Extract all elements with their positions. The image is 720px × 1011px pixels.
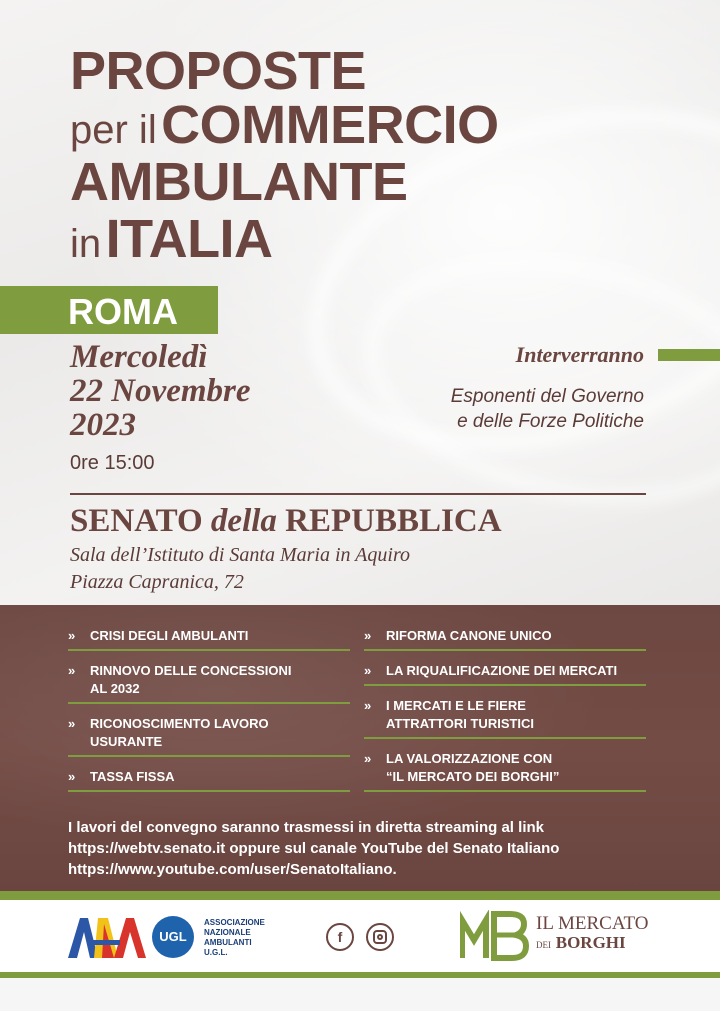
topic-line: LA RIQUALIFICAZIONE DEI MERCATI xyxy=(386,663,618,678)
title-main: ITALIA xyxy=(105,209,273,269)
speakers-line: e delle Forze Politiche xyxy=(457,411,644,432)
event-date xyxy=(70,340,251,442)
venue-name-part: REPUBBLICA xyxy=(285,503,502,539)
title-line-1: PROPOSTE xyxy=(70,41,367,101)
mercato-borghi-name xyxy=(536,914,648,955)
topics-column-left xyxy=(68,623,350,799)
association-line: ASSOCIAZIONE xyxy=(204,918,265,927)
topic-item xyxy=(364,746,646,792)
topic-item xyxy=(364,658,646,686)
event-date-text: 22 Novembre xyxy=(70,373,251,409)
topic-item xyxy=(364,623,646,651)
city-label: ROMA xyxy=(68,291,178,332)
title-line-2 xyxy=(70,95,499,155)
speakers-accent-bar xyxy=(658,349,720,361)
speakers-label: Interverranno xyxy=(515,342,644,367)
ugl-logo: UGL xyxy=(152,916,194,958)
association-line: NAZIONALE xyxy=(204,928,251,937)
mercato-dei: DEI xyxy=(536,940,551,950)
topic-line: RIFORMA CANONE UNICO xyxy=(386,628,552,643)
association-name xyxy=(204,918,265,958)
association-line: AMBULANTI xyxy=(204,938,252,947)
streaming-link-line[interactable]: https://webtv.senato.it oppure sul canale YouTube del Senato Italiano xyxy=(68,840,560,857)
topic-item xyxy=(68,711,350,757)
association-line: U.G.L. xyxy=(204,948,228,957)
event-time: 0re 15:00 xyxy=(70,452,155,474)
footer-accent-bar xyxy=(0,891,720,900)
streaming-line: I lavori del convegno saranno trasmessi in diretta streaming al link xyxy=(68,819,544,836)
topic-line: TASSA FISSA xyxy=(90,769,175,784)
title-prefix: per il xyxy=(70,108,157,152)
title-line-4 xyxy=(70,209,273,269)
bullet: » xyxy=(68,663,76,678)
streaming-info xyxy=(68,817,668,880)
mercato-borghi-logo xyxy=(460,910,532,962)
bullet: » xyxy=(68,769,76,784)
topic-item xyxy=(68,658,350,704)
ana-logo xyxy=(68,914,146,958)
topic-line: “IL MERCATO DEI BORGHI” xyxy=(386,769,560,784)
venue-room: Sala dell’Istituto di Santa Maria in Aquiro xyxy=(70,544,410,566)
event-day: Mercoledì xyxy=(70,339,208,375)
speakers-line: Esponenti del Governo xyxy=(450,386,644,407)
topic-line: CRISI DEGLI AMBULANTI xyxy=(90,628,249,643)
mercato-line xyxy=(536,933,648,955)
topic-line: ATTRATTORI TURISTICI xyxy=(386,716,535,731)
bullet: » xyxy=(364,751,372,766)
topics-column-right xyxy=(364,623,646,799)
bottom-strip xyxy=(0,978,720,1011)
streaming-link-line[interactable]: https://www.youtube.com/user/SenatoItaliano. xyxy=(68,861,397,878)
mercato-line: IL MERCATO xyxy=(536,913,649,934)
bullet: » xyxy=(364,628,372,643)
footer xyxy=(0,900,720,972)
venue-address xyxy=(70,542,410,596)
venue-name-part: della xyxy=(210,503,277,539)
topic-line: AL 2032 xyxy=(90,681,140,696)
event-year: 2023 xyxy=(70,407,136,443)
title-line-3: AMBULANTE xyxy=(70,152,408,212)
bullet: » xyxy=(68,628,76,643)
bullet: » xyxy=(364,698,372,713)
bullet: » xyxy=(364,663,372,678)
city-banner xyxy=(0,286,218,334)
topic-line: I MERCATI E LE FIERE xyxy=(386,698,526,713)
bullet: » xyxy=(68,716,76,731)
instagram-icon-lens xyxy=(377,934,383,940)
divider xyxy=(70,493,646,495)
venue-street: Piazza Capranica, 72 xyxy=(70,571,244,593)
topics-panel xyxy=(0,605,720,891)
topic-line: USURANTE xyxy=(90,734,163,749)
topic-item xyxy=(364,693,646,739)
topic-line: RICONOSCIMENTO LAVORO xyxy=(90,716,269,731)
facebook-icon[interactable]: f xyxy=(326,923,354,951)
topic-item xyxy=(68,764,350,792)
mercato-borghi: BORGHI xyxy=(555,933,626,952)
instagram-icon[interactable] xyxy=(366,923,394,951)
topic-line: RINNOVO DELLE CONCESSIONI xyxy=(90,663,292,678)
title-prefix: in xyxy=(70,222,102,266)
topic-line: LA VALORIZZAZIONE CON xyxy=(386,751,553,766)
title-main: COMMERCIO xyxy=(161,95,499,155)
venue-name-part: SENATO xyxy=(70,503,203,539)
topic-item xyxy=(68,623,350,651)
speakers-text xyxy=(344,384,644,434)
venue-name xyxy=(70,503,502,540)
